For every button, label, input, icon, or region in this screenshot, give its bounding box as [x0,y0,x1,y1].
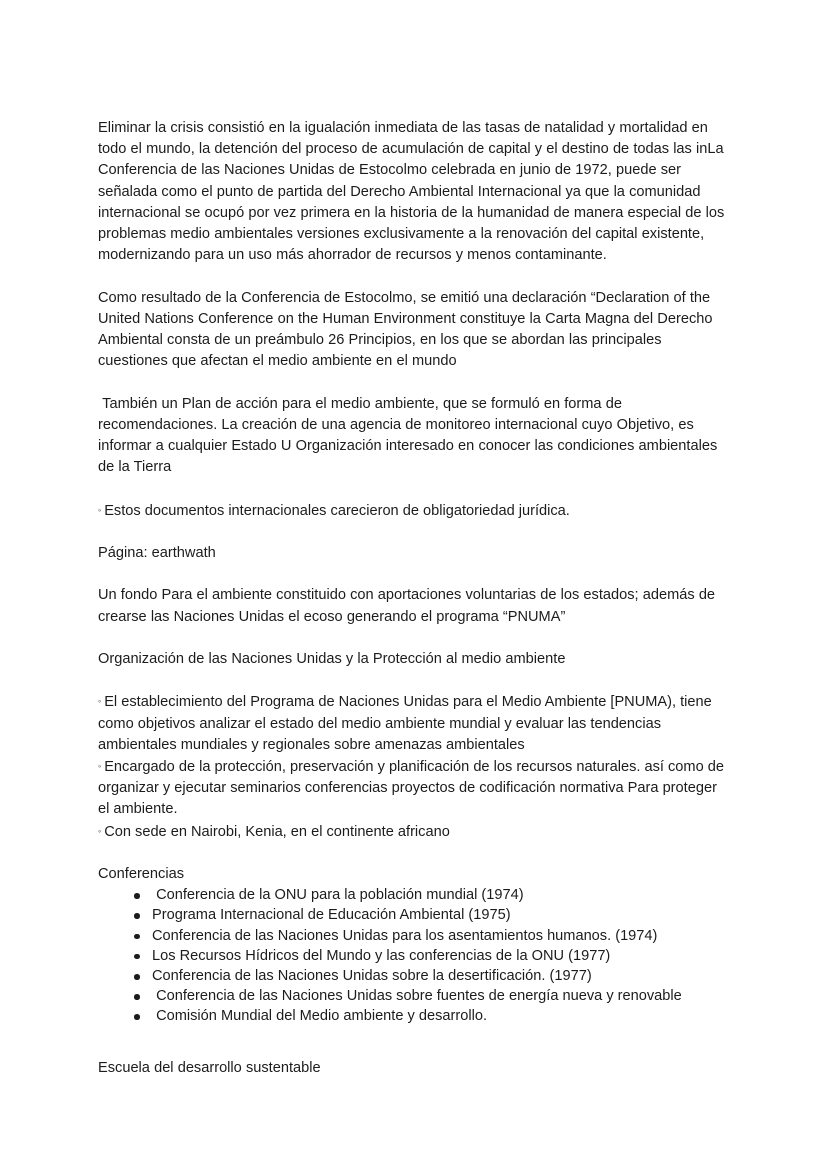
note-item-label: El establecimiento del Programa de Naciones Unidas para el Medio Ambiente [PNUMA), tiene como objetivos analizar el estado del medio ambiente mundial y evaluar las tendencias ambientales mundiales y regionales sobre amenazas ambientales [98,694,716,753]
list-item: Conferencia de la ONU para la población mundial (1974) [98,885,730,905]
note-item-label: Encargado de la protección, preservación y planificación de los recursos naturales. así como de organizar y ejecutar seminarios conferencias proyectos de codificación normativa Para proteger el ambiente. [98,758,729,818]
note-item-pnuma-responsibilities [98,756,730,821]
heading-conferencias: Conferencias [98,865,184,882]
note-item-pnuma-headquarters [98,821,730,843]
paragraph-spacer [98,372,730,393]
paragraph-spacer-small [98,1048,730,1058]
heading-onu-proteccion: Organización de las Naciones Unidas y la Protección al medio ambiente [98,650,566,667]
note-item-legal-obligation [98,500,730,522]
paragraph-spacer [98,1027,730,1048]
hollow-bullet-icon: ◦ [98,760,102,771]
list-item: Conferencia de las Naciones Unidas sobre fuentes de energía nueva y renovable [98,986,730,1006]
hollow-bullet-icon: ◦ [98,696,102,707]
list-item: Conferencia de las Naciones Unidas para los asentamientos humanos. (1974) [98,926,730,946]
note-item-label: Con sede en Nairobi, Kenia, en el continente africano [104,823,450,840]
list-item: Comisión Mundial del Medio ambiente y desarrollo. [98,1006,730,1026]
paragraph-stockholm-declaration: Como resultado de la Conferencia de Estocolmo, se emitió una declaración “Declaration of the United Nations Conference on the Human Environment constituye la Carta Magna del Derecho Ambiental consta de un preámbulo 26 Principios, en los que se abordan las principales cuestiones que afectan el medio ambiente en el mundo [98,289,716,370]
hollow-bullet-icon: ◦ [98,825,102,836]
closing-line-escuela: Escuela del desarrollo sustentable [98,1059,321,1076]
paragraph-fondo-ambiente: Un fondo Para el ambiente constituido con aportaciones voluntarias de los estados; además de crearse las Naciones Unidas el ecoso generando el programa “PNUMA” [98,587,720,625]
paragraph-spacer [98,564,730,585]
conferencias-list [98,885,730,1026]
paragraph-spacer [98,628,730,649]
paragraph-stockholm-crisis: Eliminar la crisis consistió en la igualación inmediata de las tasas de natalidad y mortalidad en todo el mundo, la detención del proceso de acumulación de capital y el destino de todas las inLa Conferencia de las Naciones Unidas de Estocolmo celebrada en junio de 1972, puede ser señalada como el punto de partida del Derecho Ambiental Internacional ya que la comunidad internacional se ocupó por vez primera en la historia de la humanidad de manera especial de los problemas medio ambientales versiones exclusivamente a la renovación del capital existente, modernizando para un uso más ahorrador de recursos y menos contaminante. [98,120,729,264]
hollow-bullet-icon: ◦ [98,504,102,515]
list-item: Conferencia de las Naciones Unidas sobre la desertificación. (1977) [98,966,730,986]
note-item-pnuma-establishment [98,691,730,756]
list-item: Los Recursos Hídricos del Mundo y las conferencias de la ONU (1977) [98,946,730,966]
paragraph-spacer [98,522,730,543]
note-item-label: Estos documentos internacionales carecieron de obligatoriedad jurídica. [104,502,570,519]
paragraph-spacer [98,478,730,499]
paragraph-pagina-earthwath: Página: earthwath [98,545,216,561]
paragraph-spacer [98,670,730,691]
list-item: Programa Internacional de Educación Ambiental (1975) [98,905,730,925]
paragraph-action-plan: También un Plan de acción para el medio ambiente, que se formuló en forma de recomendaciones. La creación de una agencia de monitoreo internacional cuyo Objetivo, es informar a cualquier Estado U Organización interesado en conocer las condiciones ambientales de la Tierra [98,395,722,476]
document-body [98,118,730,1079]
paragraph-spacer [98,266,730,287]
paragraph-spacer [98,843,730,864]
